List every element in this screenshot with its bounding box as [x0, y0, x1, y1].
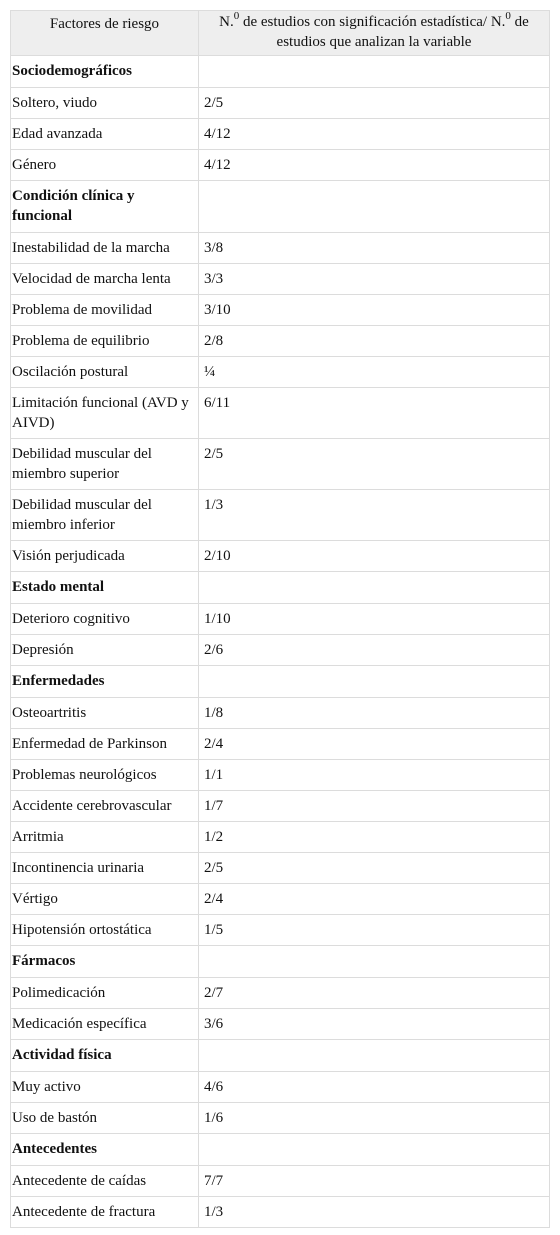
- table-row: [11, 88, 550, 119]
- section-empty-cell: [199, 56, 550, 88]
- studies-ratio-value: 4/12: [199, 119, 550, 150]
- table-row: [11, 1166, 550, 1197]
- table-row: [11, 233, 550, 264]
- risk-factor-label: Problema de movilidad: [11, 295, 199, 326]
- risk-factor-label: Muy activo: [11, 1072, 199, 1103]
- section-heading: Antecedentes: [11, 1134, 199, 1166]
- risk-factor-label: Limitación funcional (AVD y AIVD): [11, 388, 199, 439]
- section-row: [11, 1134, 550, 1166]
- studies-ratio-value: 7/7: [199, 1166, 550, 1197]
- header-risk-factors: [11, 11, 199, 56]
- table-row: [11, 264, 550, 295]
- studies-ratio-value: 4/12: [199, 150, 550, 181]
- table-row: [11, 150, 550, 181]
- studies-ratio-value: 3/6: [199, 1009, 550, 1040]
- studies-ratio-value: 3/3: [199, 264, 550, 295]
- risk-factor-label: Edad avanzada: [11, 119, 199, 150]
- header-studies-text-1: N.: [219, 14, 234, 30]
- table-row: [11, 978, 550, 1009]
- section-heading: Enfermedades: [11, 666, 199, 698]
- studies-ratio-value: 1/10: [199, 604, 550, 635]
- table-row: [11, 698, 550, 729]
- studies-ratio-value: 3/8: [199, 233, 550, 264]
- studies-ratio-value: 6/11: [199, 388, 550, 439]
- section-heading: Estado mental: [11, 572, 199, 604]
- table-row: [11, 1197, 550, 1228]
- risk-factor-label: Medicación específica: [11, 1009, 199, 1040]
- header-row: [11, 11, 550, 56]
- table-row: [11, 915, 550, 946]
- table-body: [11, 56, 550, 1228]
- section-row: [11, 1040, 550, 1072]
- risk-factor-label: Problema de equilibrio: [11, 326, 199, 357]
- section-row: [11, 56, 550, 88]
- table-row: [11, 635, 550, 666]
- table-row: [11, 326, 550, 357]
- risk-factor-label: Velocidad de marcha lenta: [11, 264, 199, 295]
- table-header: [11, 11, 550, 56]
- table-row: [11, 822, 550, 853]
- risk-factor-label: Visión perjudicada: [11, 541, 199, 572]
- studies-ratio-value: 1/1: [199, 760, 550, 791]
- studies-ratio-value: 2/5: [199, 88, 550, 119]
- studies-ratio-value: 2/5: [199, 439, 550, 490]
- studies-ratio-value: 3/10: [199, 295, 550, 326]
- section-heading: Actividad física: [11, 1040, 199, 1072]
- risk-factor-label: Inestabilidad de la marcha: [11, 233, 199, 264]
- studies-ratio-value: ¼: [199, 357, 550, 388]
- studies-ratio-value: 2/8: [199, 326, 550, 357]
- studies-ratio-value: 1/5: [199, 915, 550, 946]
- section-empty-cell: [199, 666, 550, 698]
- header-risk-factors-label: Factores de riesgo: [49, 16, 160, 32]
- risk-factor-label: Arritmia: [11, 822, 199, 853]
- table-row: [11, 541, 550, 572]
- header-superscript-2: 0: [505, 10, 511, 22]
- risk-factor-label: Uso de bastón: [11, 1103, 199, 1134]
- studies-ratio-value: 2/10: [199, 541, 550, 572]
- section-empty-cell: [199, 1134, 550, 1166]
- risk-factor-label: Accidente cerebrovascular: [11, 791, 199, 822]
- risk-factor-label: Debilidad muscular del miembro superior: [11, 439, 199, 490]
- studies-ratio-value: 2/7: [199, 978, 550, 1009]
- studies-ratio-value: 1/6: [199, 1103, 550, 1134]
- risk-factor-label: Problemas neurológicos: [11, 760, 199, 791]
- table-row: [11, 729, 550, 760]
- risk-factors-table: [10, 10, 550, 1228]
- risk-factor-label: Osteoartritis: [11, 698, 199, 729]
- table-row: [11, 119, 550, 150]
- header-studies-text-3: de estudios que analizan la variable: [276, 14, 529, 50]
- table-row: [11, 295, 550, 326]
- studies-ratio-value: 1/7: [199, 791, 550, 822]
- risk-factor-label: Polimedicación: [11, 978, 199, 1009]
- section-heading: Condición clínica y funcional: [11, 181, 199, 233]
- table-row: [11, 439, 550, 490]
- risk-factor-label: Deterioro cognitivo: [11, 604, 199, 635]
- table-row: [11, 1103, 550, 1134]
- section-heading: Sociodemográficos: [11, 56, 199, 88]
- studies-ratio-value: 1/3: [199, 1197, 550, 1228]
- section-row: [11, 946, 550, 978]
- studies-ratio-value: 2/6: [199, 635, 550, 666]
- risk-factor-label: Debilidad muscular del miembro inferior: [11, 490, 199, 541]
- risk-factor-label: Enfermedad de Parkinson: [11, 729, 199, 760]
- header-studies-text-2: de estudios con significación estadística/ N.: [239, 14, 506, 30]
- section-heading: Fármacos: [11, 946, 199, 978]
- table-row: [11, 388, 550, 439]
- table-row: [11, 884, 550, 915]
- risk-factor-label: Incontinencia urinaria: [11, 853, 199, 884]
- section-empty-cell: [199, 181, 550, 233]
- studies-ratio-value: 2/4: [199, 729, 550, 760]
- risk-factor-label: Depresión: [11, 635, 199, 666]
- table-row: [11, 1009, 550, 1040]
- table-row: [11, 357, 550, 388]
- table-row: [11, 604, 550, 635]
- section-empty-cell: [199, 946, 550, 978]
- header-studies-ratio: [199, 11, 550, 56]
- header-superscript-1: 0: [233, 10, 240, 22]
- section-row: [11, 181, 550, 233]
- risk-factors-table-container: [10, 10, 549, 1228]
- risk-factor-label: Vértigo: [11, 884, 199, 915]
- table-row: [11, 791, 550, 822]
- section-empty-cell: [199, 1040, 550, 1072]
- table-row: [11, 853, 550, 884]
- studies-ratio-value: 1/2: [199, 822, 550, 853]
- risk-factor-label: Género: [11, 150, 199, 181]
- risk-factor-label: Antecedente de fractura: [11, 1197, 199, 1228]
- risk-factor-label: Oscilación postural: [11, 357, 199, 388]
- risk-factor-label: Antecedente de caídas: [11, 1166, 199, 1197]
- section-row: [11, 572, 550, 604]
- studies-ratio-value: 1/8: [199, 698, 550, 729]
- risk-factor-label: Hipotensión ortostática: [11, 915, 199, 946]
- table-row: [11, 1072, 550, 1103]
- risk-factor-label: Soltero, viudo: [11, 88, 199, 119]
- section-row: [11, 666, 550, 698]
- table-row: [11, 490, 550, 541]
- table-row: [11, 760, 550, 791]
- studies-ratio-value: 1/3: [199, 490, 550, 541]
- section-empty-cell: [199, 572, 550, 604]
- studies-ratio-value: 4/6: [199, 1072, 550, 1103]
- studies-ratio-value: 2/4: [199, 884, 550, 915]
- studies-ratio-value: 2/5: [199, 853, 550, 884]
